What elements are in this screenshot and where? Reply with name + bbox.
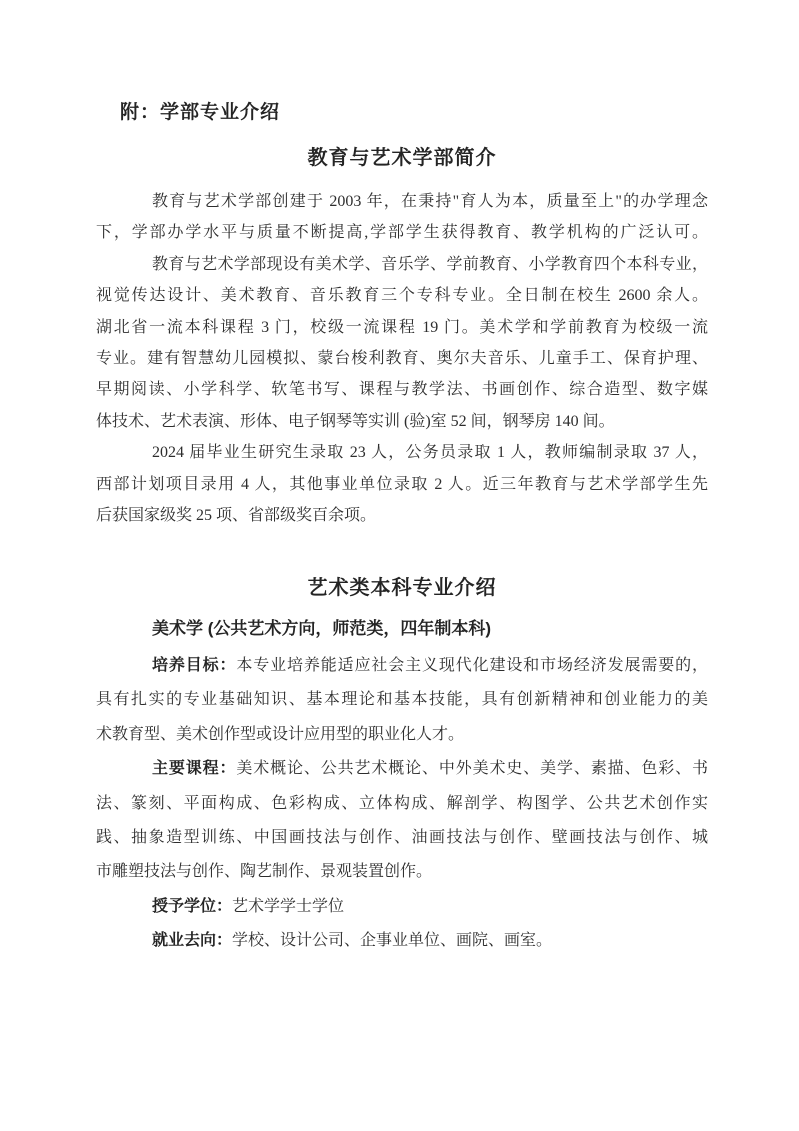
item-label: 授予学位： bbox=[152, 897, 233, 915]
text-line: 培养目标：本专业培养能适应社会主义现代化建设和市场经济发展需要的， bbox=[152, 657, 708, 674]
text-line: 就业去向：学校、设计公司、企事业单位、画院、画室。 bbox=[152, 932, 553, 950]
text-line: 视觉传达设计、美术教育、音乐教育三个专科专业。全日制在校生 2600 余人。 bbox=[96, 287, 708, 305]
text-line: 后获国家级奖 25 项、省部级奖百余项。 bbox=[96, 506, 377, 524]
part1-title: 教育与艺术学部简介 bbox=[307, 147, 497, 169]
text-line: 践、抽象造型训练、中国画技法与创作、油画技法与创作、壁画技法与创作、城 bbox=[96, 828, 708, 846]
text-line: 2024 届毕业生研究生录取 23 人，公务员录取 1 人，教师编制录取 37 人， bbox=[152, 444, 708, 462]
part1-paragraphs bbox=[96, 186, 708, 531]
text-line: 市雕塑技法与创作、陶艺制作、景观装置创作。 bbox=[96, 863, 433, 881]
text-line: 术教育型、美术创作型或设计应用型的职业化人才。 bbox=[96, 725, 465, 743]
part2-title: 艺术类本科专业介绍 bbox=[307, 577, 497, 599]
text-line: 教育与艺术学部创建于 2003 年，在秉持"育人为本，质量至上"的办学理念 bbox=[152, 193, 708, 210]
text-line: 体技术、艺术表演、形体、电子钢琴等实训 (验)室 52 间，钢琴房 140 间。 bbox=[96, 412, 615, 430]
text-line: 西部计划项目录用 4 人，其他事业单位录取 2 人。近三年教育与艺术学部学生先 bbox=[96, 475, 708, 493]
text-line: 法、篆刻、平面构成、色彩构成、立体构成、解剖学、构图学、公共艺术创作实 bbox=[96, 794, 708, 812]
item-label: 就业去向： bbox=[152, 932, 233, 950]
text-line: 教育与艺术学部现设有美术学、音乐学、学前教育、小学教育四个本科专业， bbox=[152, 255, 708, 273]
text-line: 授予学位：艺术学学士学位 bbox=[152, 897, 345, 915]
text-line: 早期阅读、小学科学、软笔书写、课程与教学法、书画创作、综合造型、数字媒 bbox=[96, 381, 708, 399]
text-line: 专业。建有智慧幼儿园模拟、蒙台梭利教育、奥尔夫音乐、儿童手工、保育护理、 bbox=[96, 349, 708, 367]
text-line: 具有扎实的专业基础知识、基本理论和基本技能，具有创新精神和创业能力的美 bbox=[96, 691, 708, 709]
text-line: 下，学部办学水平与质量不断提高,学部学生获得教育、教学机构的广泛认可。 bbox=[96, 224, 708, 242]
item-label: 培养目标： bbox=[152, 657, 237, 674]
text-line: 湖北省一流本科课程 3 门，校级一流课程 19 门。美术学和学前教育为校级一流 bbox=[96, 318, 708, 336]
attachment-heading: 附：学部专业介绍 bbox=[120, 102, 281, 123]
text-line: 主要课程：美术概论、公共艺术概论、中外美术史、美学、素描、色彩、书 bbox=[152, 760, 708, 778]
part2-items bbox=[96, 649, 708, 959]
part2-subheading: 美术学 (公共艺术方向，师范类，四年制本科) bbox=[152, 619, 492, 638]
item-label: 主要课程： bbox=[152, 760, 237, 778]
